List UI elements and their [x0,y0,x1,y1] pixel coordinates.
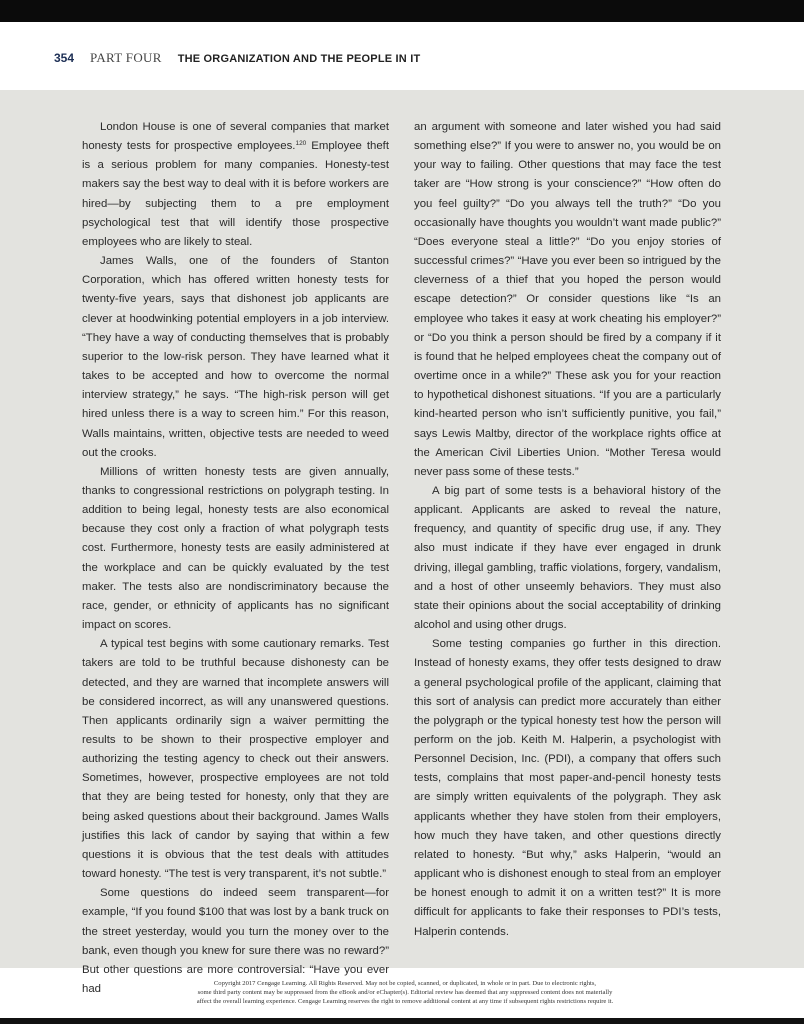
copyright-footer [115,979,695,1006]
section-title: THE ORGANIZATION AND THE PEOPLE IN IT [177,53,421,65]
bottom-black-bar [0,1018,804,1024]
copyright-line: some third party content may be suppressed from the eBook and/or eChapter(s). Editorial review has deemed that any suppressed content does not materially [197,989,613,996]
left-column [82,118,389,999]
top-black-bar [0,0,804,22]
paragraph: A typical test begins with some cautionary remarks. Test takers are told to be truthful because dishonesty can be detected, and they are warned that incomplete answers will be considered incorrect, as will any unanswered questions. Then applicants ordinarily sign a waiver permitting the results to be shown to their prospective employer and authorizing the testing agency to check out their answers. Sometimes, however, prospective employees are not told that they are being tested for honesty, only that they are being asked questions about their background. James Walls justifies this lack of candor by saying that within a few questions it is obvious that the test deals with attitudes toward honesty. “The test is very transparent, it’s not subtle.” [82,638,389,881]
paragraph: Millions of written honesty tests are given annually, thanks to congressional restrictions on polygraph testing. In addition to being legal, honesty tests are also economical because they cost only a fraction of what polygraph tests cost. Furthermore, honesty tests are easily administered at the workplace and can be quickly evaluated by the test maker. The tests also are nondiscriminatory because the race, gender, or ethnicity of applicants has no significant impact on scores. [82,465,389,632]
paragraph [82,118,389,252]
paragraph: an argument with someone and later wished you had said something else?” If you were to answer no, you would be on your way to failing. Other questions that may face the test taker are “How strong is your conscience?” “How often do you feel guilty?” “Do you always tell the truth?” “Do you occasionally have thoughts you wouldn’t want made public?” “Does everyone steal a little?” “Do you enjoy stories of successful crimes?” “Have you ever been so intrigued by the cleverness of a thief that you hoped the person would escape detection?” Or consider questions like “Is an employee who takes it easy at work cheating his employer?” or “Do you think a person should be fired by a company if it is found that he helped employees cheat the company out of overtime once in a while?” These ask you for your reaction to hypothetical dishonest situations. “If you are a particularly kind-hearted person who isn’t sufficiently punitive, you fail,” says Lewis Maltby, director of the workplace rights office at the American Civil Liberties Union. “Mother Teresa would never pass some of these tests.” [414,121,721,478]
page-header [54,50,420,70]
copyright-line: Copyright 2017 Cengage Learning. All Rights Reserved. May not be copied, scanned, or duplicated, in whole or in part. Due to electronic rights, [213,980,597,987]
page-number: 354 [54,51,75,65]
paragraph-text: Employee theft is a serious problem for many companies. Honesty-test makers say the best way to deal with it is before workers are hired—by subjecting them to a pre employment psychological test that will identify those prospective employees who are likely to steal. [82,140,389,248]
part-label: PART FOUR [90,50,162,65]
paragraph: A big part of some tests is a behavioral history of the applicant. Applicants are asked to reveal the nature, frequency, and quantity of specific drug use, if any. They also must indicate if they have ever engaged in drunk driving, illegal gambling, traffic violations, forgery, vandalism, and a host of other unseemly behaviors. They must also state their opinions about the social acceptability of drinking alcohol and using other drugs. [414,484,721,632]
paragraph-text: London House is one of several companies that market honesty tests for prospective employees. [82,121,389,153]
footnote-ref: 120 [295,140,307,148]
right-column [414,118,721,942]
paragraph: Some testing companies go further in this direction. Instead of honesty exams, they offer tests designed to draw a general psychological profile of the applicant, claiming that this sort of analysis can predict more accurately than either the polygraph or the typical honesty test how the person will perform on the job. Keith M. Halperin, a psychologist with Personnel Decision, Inc. (PDI), a company that offers such tests, complains that most paper-and-pencil honesty tests are simply written equivalents of the polygraph. They ask applicants whether they have stolen from their employers, how much they have taken, and other questions directly related to honesty. “But why,” asks Halperin, “would an applicant who is dishonest enough to steal from an employer be honest enough to admit it on a written test?” It is more difficult for applicants to fake their responses to PDI’s tests, Halperin contends. [414,638,721,938]
copyright-line: affect the overall learning experience. Cengage Learning reserves the right to remove additional content at any time if subsequent rights restrictions require it. [196,998,614,1005]
paragraph: Some questions do indeed seem transparent—for example, “If you found $100 that was lost by a bank truck on the street yesterday, would you turn the money over to the bank, even though you knew for sure there was no reward?” But other questions are more controversial: “Have you ever had [82,887,389,996]
paragraph: James Walls, one of the founders of Stanton Corporation, which has offered written honesty tests for twenty-five years, says that dishonest job applicants are clever at hoodwinking potential employers in a job interview. “They have a way of conducting themselves that is probably superior to the low-risk person. They have learned what it takes to be accepted and how to overcome the normal interview strategy,” he says. “The high-risk person will get hired unless there is a way to screen him.” For this reason, Walls maintains, written, objective tests are needed to weed out the crooks. [82,255,389,459]
